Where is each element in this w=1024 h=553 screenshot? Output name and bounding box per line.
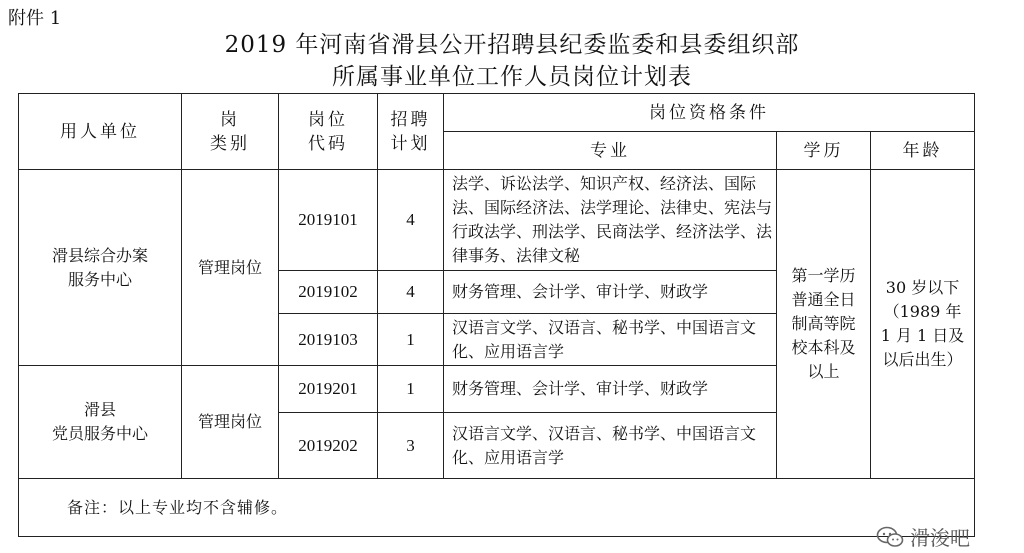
major-cell: 汉语言文学、汉语言、秘书学、中国语言文化、应用语言学 [444,413,777,479]
major-cell: 财务管理、会计学、审计学、财政学 [444,271,777,314]
plan-cell: 1 [378,314,444,366]
plan-cell: 4 [378,170,444,271]
plan-cell: 4 [378,271,444,314]
plan-cell: 3 [378,413,444,479]
code-cell: 2019101 [279,170,378,271]
attachment-label: 附件 1 [8,8,62,29]
code-cell: 2019201 [279,366,378,413]
header-major: 专业 [444,132,777,170]
header-unit: 用人单位 [19,94,182,170]
wechat-icon [876,526,904,548]
watermark-text: 滑浚吧 [910,526,970,550]
job-plan-table [18,93,975,537]
major-cell: 财务管理、会计学、审计学、财政学 [444,366,777,413]
plan-cell: 1 [378,366,444,413]
major-cell: 汉语言文学、汉语言、秘书学、中国语言文化、应用语言学 [444,314,777,366]
header-category: 岗 类别 [182,94,279,170]
category-cell: 管理岗位 [182,170,279,366]
category-cell: 管理岗位 [182,366,279,479]
unit-cell: 滑县综合办案 服务中心 [19,170,182,366]
education-cell: 第一学历 普通全日 制高等院 校本科及 以上 [777,170,871,479]
unit-cell: 滑县 党员服务中心 [19,366,182,479]
page-title-line2: 所属事业单位工作人员岗位计划表 [332,64,692,90]
header-code: 岗位 代码 [279,94,378,170]
header-plan: 招聘 计划 [378,94,444,170]
age-cell: 30 岁以下 （1989 年 1 月 1 日及 以后出生） [871,170,975,479]
header-qualifications: 岗位资格条件 [444,94,975,132]
watermark [876,522,970,551]
header-education: 学历 [777,132,871,170]
page-title-line1: 2019 年河南省滑县公开招聘县纪委监委和县委组织部 [224,32,800,58]
major-cell: 法学、诉讼法学、知识产权、经济法、国际法、国际经济法、法学理论、法律史、宪法与行政法学、刑法学、民商法学、经济法学、法律事务、法律文秘 [444,170,777,271]
note-cell: 备注：以上专业均不含辅修。 [19,479,975,537]
header-age: 年龄 [871,132,975,170]
code-cell: 2019202 [279,413,378,479]
code-cell: 2019103 [279,314,378,366]
code-cell: 2019102 [279,271,378,314]
